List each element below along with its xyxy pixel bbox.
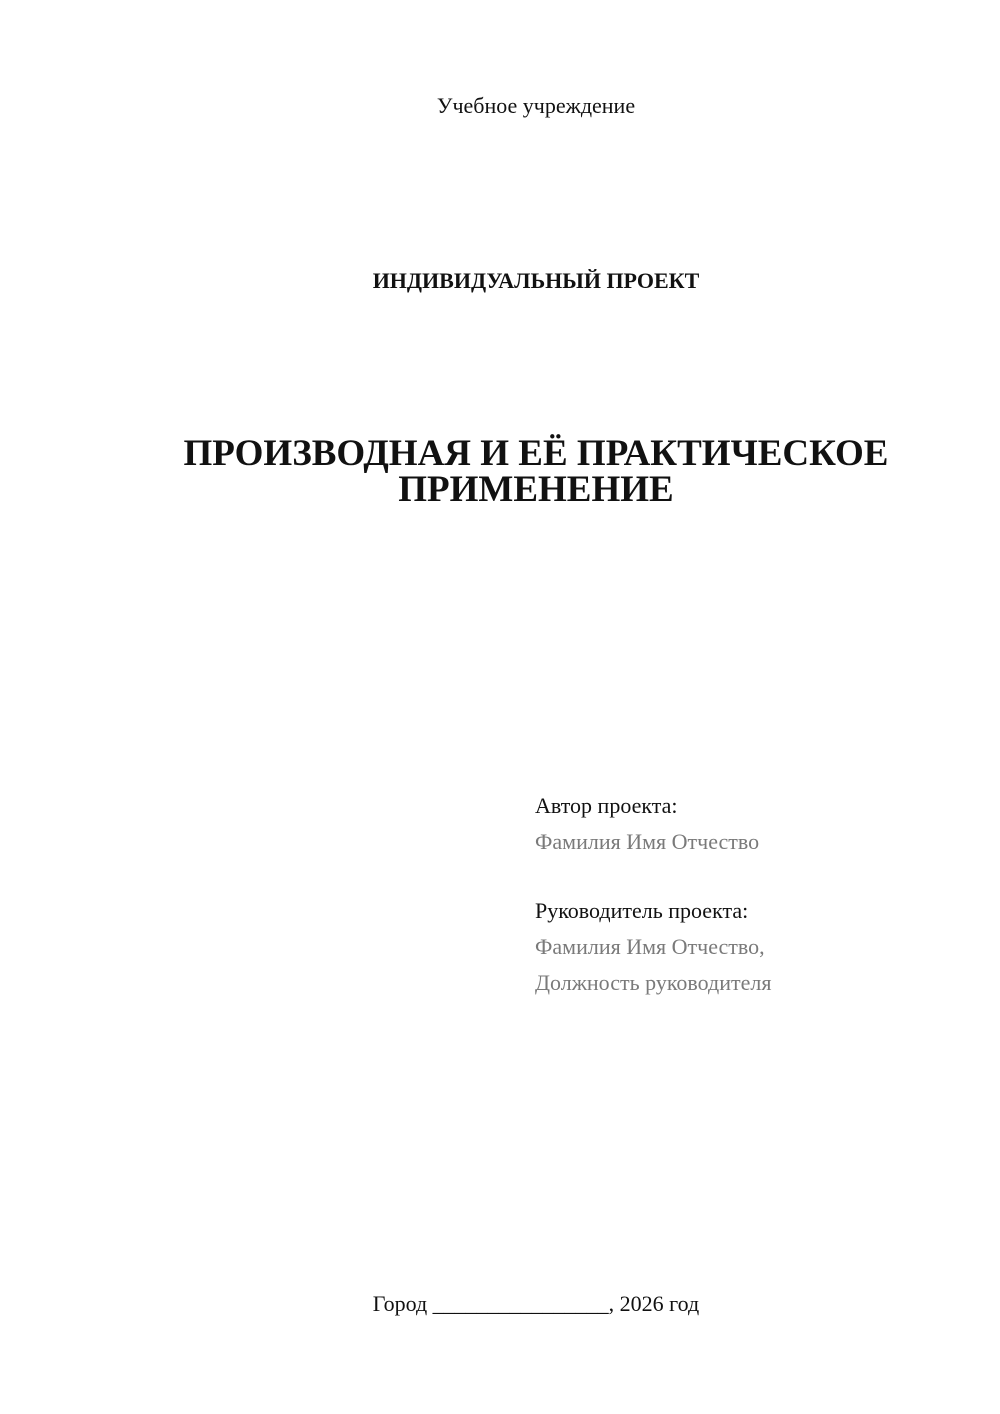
- author-name: Фамилия Имя Отчество: [535, 829, 760, 854]
- supervisor-name: Фамилия Имя Отчество,: [535, 934, 765, 959]
- supervisor-label: Руководитель проекта:: [535, 898, 749, 923]
- supervisor-position: Должность руководителя: [535, 970, 772, 995]
- project-title-line-2: ПРИМЕНЕНИЕ: [398, 469, 674, 510]
- city-year-footer: Город ________________, 2026 год: [372, 1291, 700, 1316]
- project-title-line-1: ПРОИЗВОДНАЯ И ЕЁ ПРАКТИЧЕСКОЕ: [183, 433, 889, 474]
- author-label: Автор проекта:: [535, 793, 678, 818]
- institution-name: Учебное учреждение: [436, 93, 636, 118]
- project-title: [0, 433, 1000, 510]
- project-info-block: [535, 788, 955, 1001]
- info-spacer: [535, 860, 955, 893]
- project-type-heading: ИНДИВИДУАЛЬНЫЙ ПРОЕКТ: [372, 268, 700, 293]
